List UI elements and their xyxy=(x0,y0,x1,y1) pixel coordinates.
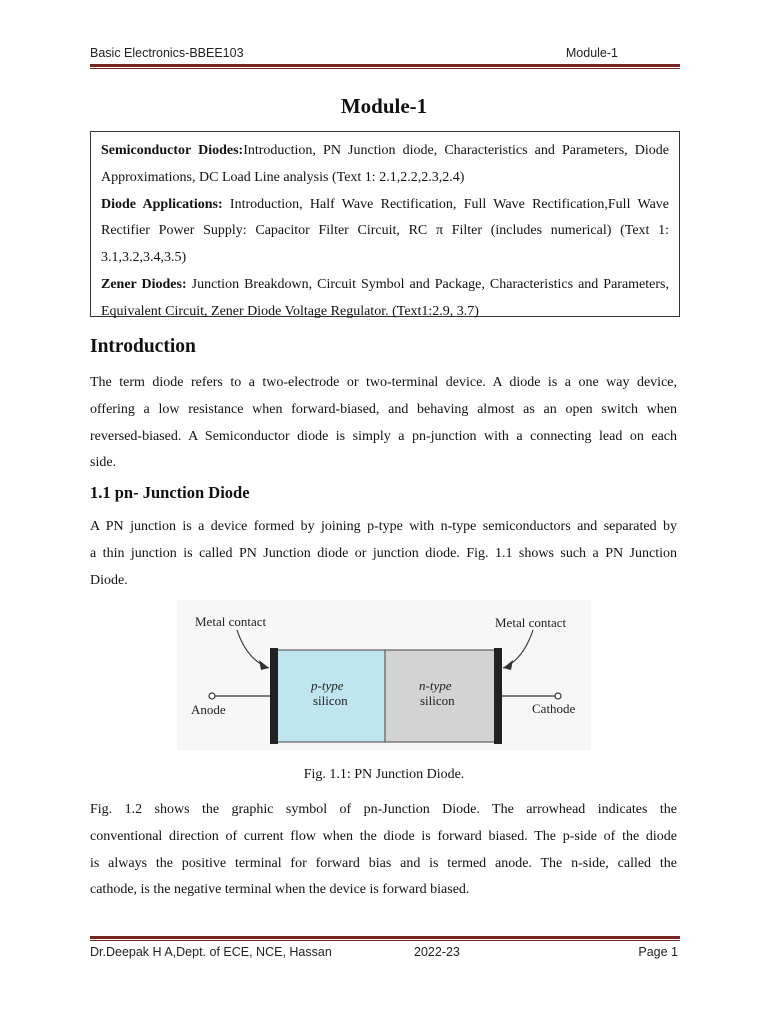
n-type-label: n-type xyxy=(419,678,452,693)
footer-year: 2022-23 xyxy=(414,945,460,959)
text-line: A PN junction is a device formed by joining p-type with n-type semiconductors and separated by xyxy=(90,519,677,534)
p-type-label: p-type xyxy=(311,678,344,693)
footer-page-number: Page 1 xyxy=(638,945,678,959)
intro-paragraph xyxy=(90,370,677,477)
text-line: reversed-biased. A Semiconductor diode is simply a pn-junction with a connecting lead on each xyxy=(90,428,677,444)
metal-contact-right-label: Metal contact xyxy=(495,615,567,630)
cathode-label: Cathode xyxy=(532,701,576,716)
p-silicon-label: silicon xyxy=(313,693,348,708)
left-metal-contact xyxy=(270,648,278,744)
cathode-terminal xyxy=(555,693,561,699)
left-contact-arrow xyxy=(237,630,269,668)
syllabus-heading: Diode Applications: xyxy=(101,196,223,212)
text-line: side. xyxy=(90,455,117,471)
text-line: The term diode refers to a two-electrode or two-terminal device. A diode is a one way device, xyxy=(90,375,677,390)
syllabus-box xyxy=(90,131,680,317)
metal-contact-left-label: Metal contact xyxy=(195,614,267,629)
syllabus-section xyxy=(101,272,669,326)
text-line: conventional direction of current flow when the diode is forward biased. The p-side of the diode xyxy=(90,828,677,844)
section-heading: 1.1 pn- Junction Diode xyxy=(90,483,250,502)
figure-caption: Fig. 1.1: PN Junction Diode. xyxy=(303,767,465,782)
fig-1-2-paragraph xyxy=(90,797,677,904)
text-line: is always the positive terminal for forward bias and is termed anode. The n-side, called the xyxy=(90,855,677,871)
header-rule xyxy=(90,64,680,69)
syllabus-heading: Zener Diodes: xyxy=(101,276,187,292)
section-1-1-paragraph xyxy=(90,514,677,594)
syllabus-text: Introduction, PN Junction diode, Characteristics and Parameters, Diode Approximations, DC Load Line analysis (Text 1: 2.1,2.2,2.3,2.4) xyxy=(101,143,669,185)
footer-author: Dr.Deepak H A,Dept. of ECE, NCE, Hassan xyxy=(90,945,332,959)
header-course: Basic Electronics-BBEE103 xyxy=(90,46,244,60)
text-line: cathode, is the negative terminal when the device is forward biased. xyxy=(90,882,470,898)
text-line: a thin junction is called PN Junction diode or junction diode. Fig. 1.1 shows such a PN Junction xyxy=(90,545,677,561)
text-line: Fig. 1.2 shows the graphic symbol of pn-Junction Diode. The arrowhead indicates the xyxy=(90,802,677,817)
intro-heading: Introduction xyxy=(90,336,196,357)
footer-rule xyxy=(90,936,680,941)
page-title: Module-1 xyxy=(340,94,428,118)
right-arrowhead-icon xyxy=(503,660,513,670)
n-silicon-label: silicon xyxy=(420,693,455,708)
anode-label: Anode xyxy=(191,702,226,717)
text-line: Diode. xyxy=(90,572,128,588)
right-contact-arrow xyxy=(503,630,533,668)
header-module: Module-1 xyxy=(565,46,618,60)
right-metal-contact xyxy=(494,648,502,744)
syllabus-heading: Semiconductor Diodes: xyxy=(101,143,244,158)
pn-junction-figure xyxy=(177,600,591,750)
syllabus-text: Junction Breakdown, Circuit Symbol and Package, Characteristics and Parameters, Equivalent Circuit, Zener Diode Voltage Regulator. (Text1:2.9, 3.7) xyxy=(101,276,669,319)
anode-terminal xyxy=(209,693,215,699)
left-arrowhead-icon xyxy=(259,660,269,670)
syllabus-text: Introduction, Half Wave Rectification, Full Wave Rectification,Full Wave Rectifier Power Supply: Capacitor Filter Circuit, RC π Filter (includes numerical) (Text 1: 3.1,3.2,3.4,3.5) xyxy=(101,196,670,266)
syllabus-section xyxy=(101,192,669,272)
text-line: offering a low resistance when forward-biased, and behaving almost as an open switch when xyxy=(90,401,677,417)
syllabus-section xyxy=(101,138,669,192)
